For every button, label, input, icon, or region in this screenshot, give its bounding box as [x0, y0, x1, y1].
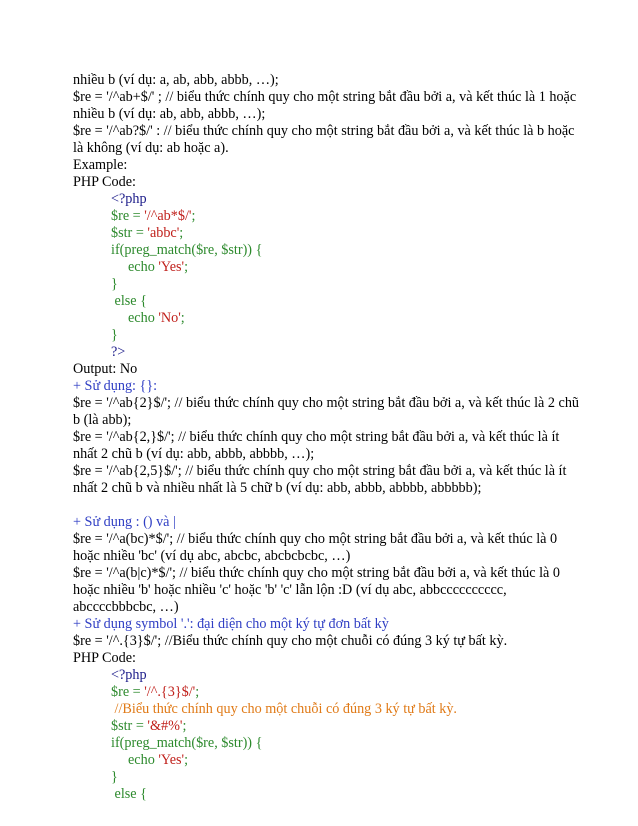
- php-code-heading: PHP Code:: [73, 174, 136, 190]
- code-str-assign: [111, 225, 183, 242]
- code-echo-yes: [128, 259, 188, 276]
- code-keyword: echo: [128, 310, 159, 326]
- code-comment: //Biểu thức chính quy cho một chuỗi có đúng 3 ký tự bất kỳ.: [111, 701, 457, 717]
- code-string: 'abbc': [147, 225, 180, 241]
- php-open-tag: <?php: [111, 667, 147, 683]
- body-text-line: nhiều b (ví dụ: a, ab, abb, abbb, …);: [73, 72, 279, 88]
- php-code-heading: PHP Code:: [73, 650, 136, 666]
- code-variable: $str =: [111, 718, 148, 734]
- code-punct: ;: [191, 208, 196, 224]
- code-punct: ;: [179, 225, 184, 241]
- code-keyword: echo: [128, 752, 159, 768]
- code-string: '&#%': [147, 718, 183, 734]
- code-re-assign: [111, 208, 195, 225]
- regex-ab-optional-line: $re = '/^ab?$/' : // biểu thức chính quy cho một string bắt đầu bởi a, và kết thúc là b hoặc: [73, 123, 575, 139]
- php-close-tag: ?>: [111, 344, 126, 360]
- code-else: else {: [111, 786, 147, 802]
- body-text-line: hoặc nhiều 'b' hoặc nhiều 'c' hoặc 'b' 'c' lẫn lộn :D (ví dụ abc, abbcccccccccc,: [73, 582, 507, 598]
- code-punct: ;: [182, 718, 187, 734]
- code-variable: $re =: [111, 208, 145, 224]
- body-text-line: nhất 2 chũ b (ví dụ: abb, abbb, abbbb, …);: [73, 446, 315, 462]
- code-string: 'No': [158, 310, 181, 326]
- code-str-assign: [111, 718, 186, 735]
- code-punct: ;: [180, 310, 185, 326]
- regex-ab-plus-line: $re = '/^ab+$/' ; // biểu thức chính quy cho một string bắt đầu bởi a, và kết thúc là 1 hoặc: [73, 89, 577, 105]
- body-text-line: nhất 2 chũ b và nhiều nhất là 5 chữ b (ví dụ: abb, abbb, abbbb, abbbbb);: [73, 480, 482, 496]
- code-string: '/^.{3}$/': [144, 684, 196, 700]
- regex-ab2-5-line: $re = '/^ab{2,5}$/'; // biểu thức chính quy cho một string bắt đầu bởi a, và kết thúc là ít: [73, 463, 567, 479]
- code-echo-no: [128, 310, 185, 327]
- code-variable: $re =: [111, 684, 145, 700]
- code-brace: }: [111, 327, 118, 343]
- code-punct: ;: [184, 259, 189, 275]
- code-echo-yes: [128, 752, 188, 769]
- code-re-assign: [111, 684, 199, 701]
- code-brace: }: [111, 769, 118, 785]
- code-else: else {: [111, 293, 147, 309]
- regex-ab2-plus-line: $re = '/^ab{2,}$/'; // biểu thức chính quy cho một string bắt đầu bởi a, và kết thúc là ít: [73, 429, 560, 445]
- section-heading-groups: + Sử dụng : () và |: [73, 514, 176, 530]
- body-text-line: b (là abb);: [73, 412, 132, 428]
- code-string: '/^ab*$/': [144, 208, 192, 224]
- example-heading: Example:: [73, 157, 128, 173]
- code-punct: ;: [184, 752, 189, 768]
- body-text-line: là không (ví dụ: ab hoặc a).: [73, 140, 229, 156]
- code-if-statement: if(preg_match($re, $str)) {: [111, 735, 263, 751]
- regex-ab2-line: $re = '/^ab{2}$/'; // biểu thức chính quy cho một string bắt đầu bởi a, và kết thúc là 2 chũ: [73, 395, 580, 411]
- output-line: Output: No: [73, 361, 138, 377]
- body-text-line: hoặc nhiều 'bc' (ví dụ abc, abcbc, abcbcbcbc, …): [73, 548, 351, 564]
- code-string: 'Yes': [158, 752, 185, 768]
- regex-group-bc-line: $re = '/^a(bc)*$/'; // biểu thức chính quy cho một string bắt đầu bởi a, và kết thúc là 0: [73, 531, 558, 547]
- php-open-tag: <?php: [111, 191, 147, 207]
- code-if-statement: if(preg_match($re, $str)) {: [111, 242, 263, 258]
- body-text-line: abccccbbbcbc, …): [73, 599, 179, 615]
- regex-alternation-line: $re = '/^a(b|c)*$/'; // biểu thức chính quy cho một string bắt đầu bởi a, và kết thúc là 0: [73, 565, 560, 581]
- code-brace: }: [111, 276, 118, 292]
- code-variable: $str =: [111, 225, 148, 241]
- code-string: 'Yes': [158, 259, 185, 275]
- body-text-line: nhiều b (ví dụ: ab, abb, abbb, …);: [73, 106, 266, 122]
- section-heading-braces: + Sử dụng: {}:: [73, 378, 158, 394]
- section-heading-dot: + Sử dụng symbol '.': đại diện cho một ký tự đơn bất kỳ: [73, 616, 389, 632]
- code-punct: ;: [195, 684, 200, 700]
- code-keyword: echo: [128, 259, 159, 275]
- regex-dot-line: $re = '/^.{3}$/'; //Biểu thức chính quy cho một chuỗi có đúng 3 ký tự bất kỳ.: [73, 633, 508, 649]
